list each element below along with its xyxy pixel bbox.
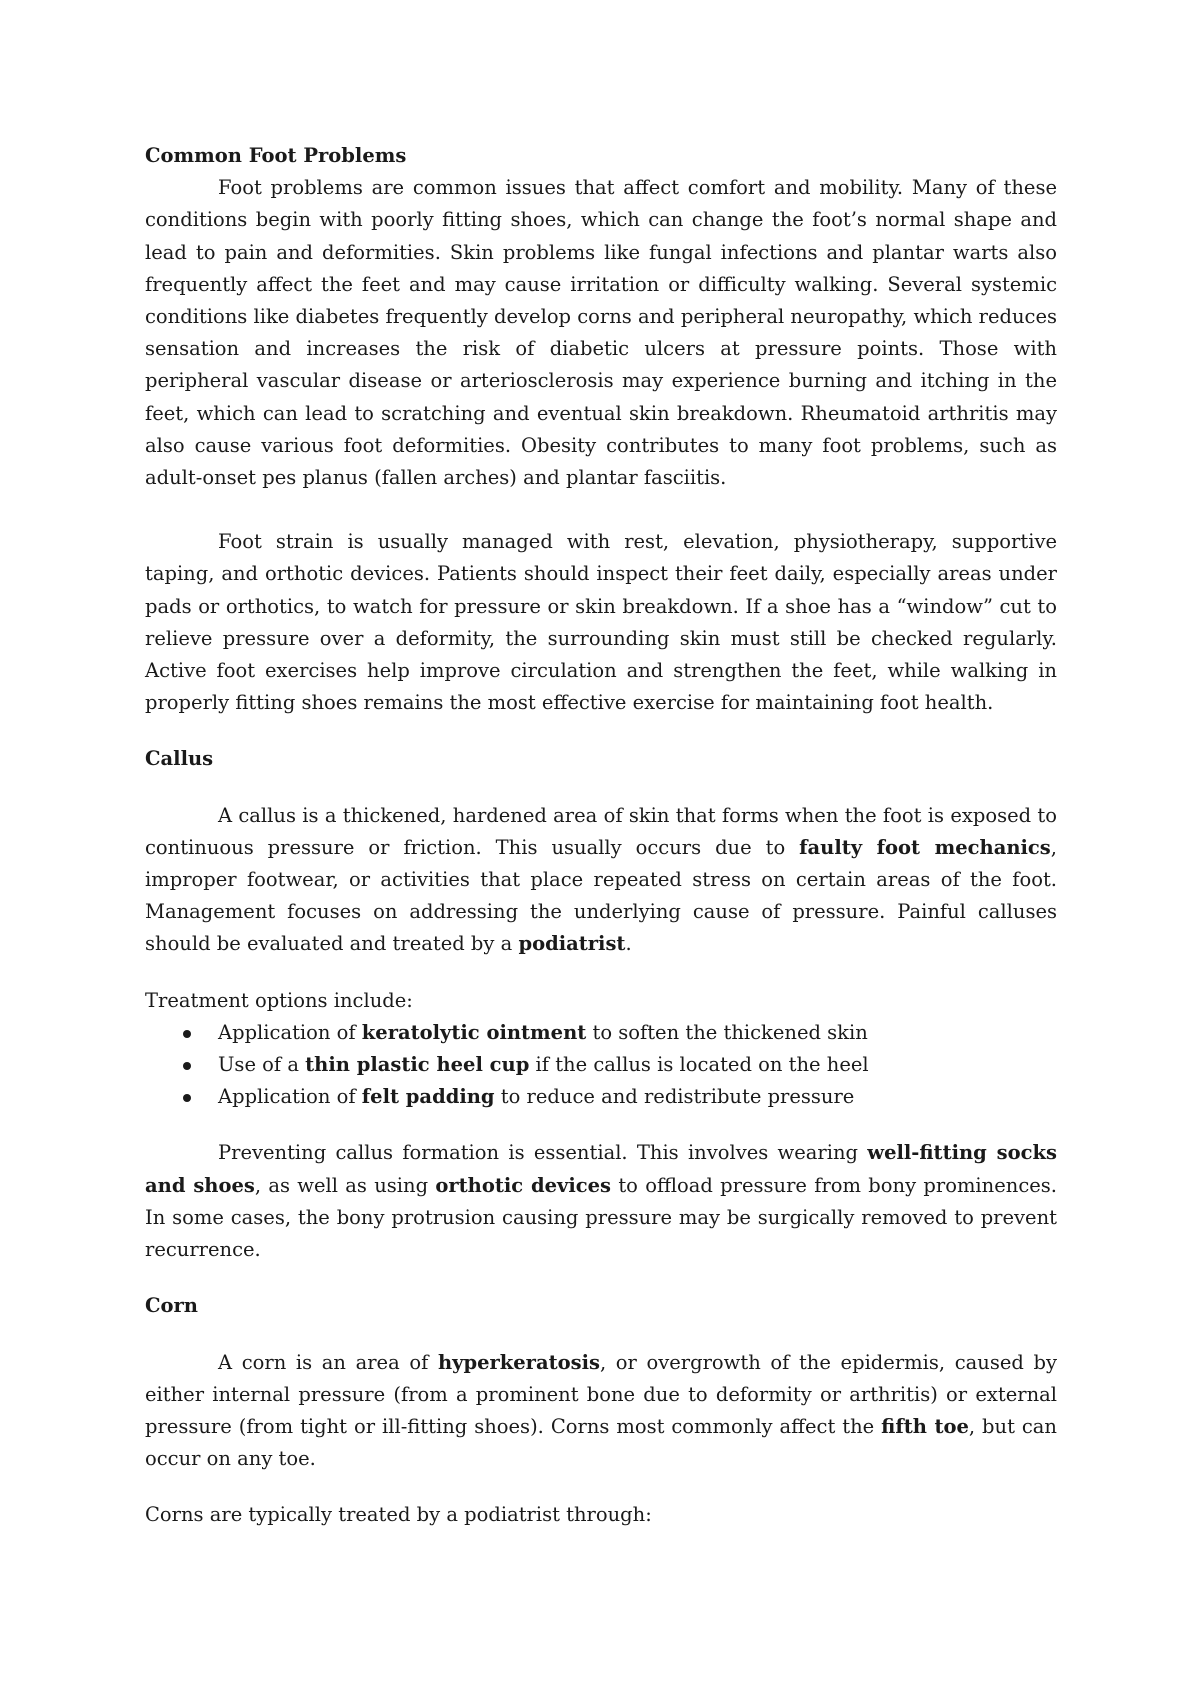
list-item-bold: felt padding xyxy=(361,1085,495,1109)
document-page xyxy=(145,140,1057,1532)
list-item-text: to reduce and redistribute pressure xyxy=(494,1085,855,1109)
list-item-text: if the callus is located on the heel xyxy=(529,1053,869,1077)
callus-p2-bold-b: orthotic devices xyxy=(435,1173,612,1197)
callus-p1-bold-b: podiatrist xyxy=(518,932,626,956)
callus-heading: Callus xyxy=(145,747,214,771)
list-item xyxy=(145,1081,1057,1113)
callus-paragraph-2 xyxy=(145,1137,1057,1266)
intro-paragraph-2: Foot strain is usually managed with rest, elevation, physiotherapy, supportive taping, and orthotic devices. Patients should inspect their feet daily, especially areas under pads or orthotics, to watch for pressure or skin breakdown. If a shoe has a “window” cut to relieve pressure over a deformity, the surrounding skin must still be checked regularly. Active foot exercises help improve circulation and strengthen the feet, while walking in properly fitting shoes remains the most effective exercise for maintaining foot health. xyxy=(145,530,1057,715)
list-item-text: Application of xyxy=(218,1085,362,1109)
corn-paragraph-2: Corns are typically treated by a podiatrist through: xyxy=(145,1503,652,1527)
callus-paragraph-1 xyxy=(145,800,1057,961)
list-item-text: to soften the thickened skin xyxy=(586,1020,868,1044)
corn-p1-text-a: A corn is an area of xyxy=(218,1350,438,1374)
callus-p2-text-a: Preventing callus formation is essential. This involves wearing xyxy=(218,1141,868,1165)
list-item xyxy=(145,1017,1057,1049)
bullet-icon xyxy=(183,1094,191,1102)
intro-paragraph-1: Foot problems are common issues that affect comfort and mobility. Many of these conditions begin with poorly fitting shoes, which can change the foot’s normal shape and lead to pain and deformities. Skin problems like fungal infections and plantar warts also frequently affect the feet and may cause irritation or difficulty walking. Several systemic conditions like diabetes frequently develop corns and peripheral neuropathy, which reduces sensation and increases the risk of diabetic ulcers at pressure points. Those with peripheral vascular disease or arteriosclerosis may experience burning and itching in the feet, which can lead to scratching and eventual skin breakdown. Rheumatoid arthritis may also cause various foot deformities. Obesity contributes to many foot problems, such as adult-onset pes planus (fallen arches) and plantar fasciitis. xyxy=(145,176,1057,490)
corn-p1-bold-b: fifth toe xyxy=(881,1414,969,1438)
callus-p1-text-b: , improper footwear, or activities that place repeated stress on certain areas of the foot. Management focuses on addressing the underlying cause of pressure. Painful calluses should be evaluated and treated by a xyxy=(145,835,1057,956)
bullet-icon xyxy=(183,1030,191,1038)
callus-p1-text-a: A callus is a thickened, hardened area of skin that forms when the foot is exposed to continuous pressure or friction. This usually occurs due to xyxy=(145,803,1057,859)
list-item-text: Application of xyxy=(218,1020,362,1044)
treatment-intro: Treatment options include: xyxy=(145,988,413,1012)
bullet-icon xyxy=(183,1062,191,1070)
document-title: Common Foot Problems xyxy=(145,144,407,167)
list-item-text: Use of a xyxy=(218,1053,306,1077)
corn-paragraph-1 xyxy=(145,1347,1057,1476)
callus-p1-text-c: . xyxy=(625,932,632,956)
list-item-bold: thin plastic heel cup xyxy=(305,1053,530,1077)
corn-p1-text-b: , or overgrowth of the epidermis, caused by either internal pressure (from a prominent bone due to deformity or arthritis) or external pressure (from tight or ill-fitting shoes). Corns most commonly affect the xyxy=(145,1350,1057,1438)
list-item xyxy=(145,1049,1057,1081)
callus-p2-text-c: to offload pressure from bony prominences. In some cases, the bony protrusion causing pressure may be surgically removed to prevent recurrence. xyxy=(145,1173,1057,1262)
corn-p1-bold-a: hyperkeratosis xyxy=(437,1350,600,1374)
corn-heading: Corn xyxy=(145,1294,198,1318)
callus-p1-bold-a: faulty foot mechanics xyxy=(799,835,1051,859)
callus-p2-text-b: , as well as using xyxy=(254,1173,436,1197)
treatment-list xyxy=(145,1017,1057,1114)
list-item-bold: keratolytic ointment xyxy=(361,1020,587,1044)
corn-p1-text-c: , but can occur on any toe. xyxy=(145,1414,1057,1471)
callus-p2-bold-a: well-fitting socks and shoes xyxy=(145,1141,1057,1197)
